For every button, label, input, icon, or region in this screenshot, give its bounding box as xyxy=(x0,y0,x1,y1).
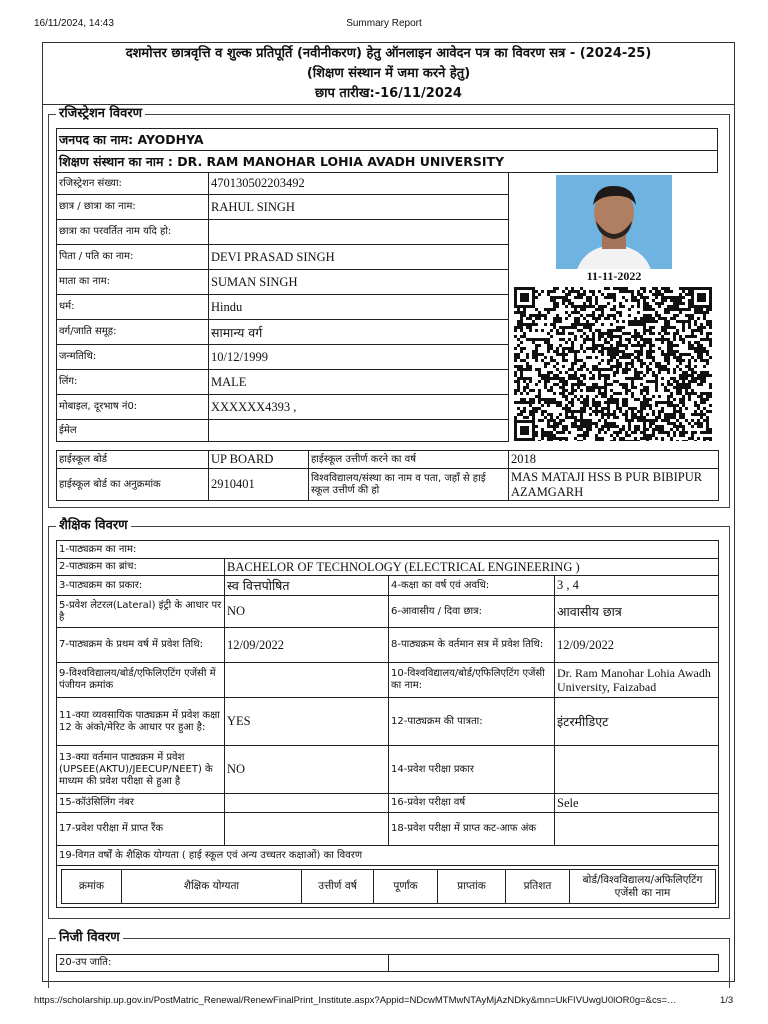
sub-caste-value xyxy=(389,955,719,972)
registration-row xyxy=(57,173,509,195)
current-admission-value: 12/09/2022 xyxy=(555,628,719,663)
academic-table xyxy=(56,540,719,908)
class-year-value: 3 , 4 xyxy=(555,576,719,596)
lateral-entry-value: NO xyxy=(225,596,389,628)
page-number: 1/3 xyxy=(720,995,734,1006)
entrance-year-label: 16-प्रवेश परीक्षा वर्ष xyxy=(389,794,555,813)
registration-field-value: Hindu xyxy=(209,295,509,320)
counselling-value xyxy=(225,794,389,813)
registration-row xyxy=(57,320,509,345)
qualification-header: प्रतिशत xyxy=(506,870,570,904)
first-admission-value: 12/09/2022 xyxy=(225,628,389,663)
print-datetime: 16/11/2024, 14:43 xyxy=(34,18,114,29)
registration-field-value: सामान्य वर्ग xyxy=(209,320,509,345)
lateral-entry-label: 5-प्रवेश लेटरल(Lateral) इंट्री के आधार पर है xyxy=(57,596,225,628)
registration-row xyxy=(57,245,509,270)
registration-field-label: मोबाइल, दूरभाष नं0: xyxy=(57,395,209,420)
qualification-cell xyxy=(57,866,719,908)
qr-code-image xyxy=(514,287,712,441)
registration-field-value: 470130502203492 xyxy=(209,173,509,195)
course-branch-value: BACHELOR OF TECHNOLOGY (ELECTRICAL ENGINEERING ) xyxy=(225,559,719,576)
print-date: छाप तारीख:-16/11/2024 xyxy=(315,86,462,101)
registration-row xyxy=(57,295,509,320)
district-institution-table xyxy=(56,128,718,173)
entrance-admission-label: 13-क्या वर्तमान पाठ्यक्रम में प्रवेश (UPSEE(AKTU)/JEECUP/NEET) के माध्यम की प्रवेश परीक्षा से हुआ है xyxy=(57,746,225,794)
residential-value: आवासीय छात्र xyxy=(555,596,719,628)
heading-line-2: (शिक्षण संस्थान में जमा करने हेतु) xyxy=(306,66,471,81)
district-name: जनपद का नाम: AYODHYA xyxy=(57,129,718,151)
course-name-label: 1-पाठ्यक्रम का नाम: xyxy=(57,541,719,559)
university-registration-value xyxy=(225,663,389,698)
qr-code xyxy=(514,287,712,441)
registration-field-value xyxy=(209,220,509,245)
registration-field-value: SUMAN SINGH xyxy=(209,270,509,295)
hs-year-value: 2018 xyxy=(509,451,719,469)
registration-row xyxy=(57,220,509,245)
course-branch-label: 2-पाठ्यक्रम का ब्रांच: xyxy=(57,559,225,576)
qualification-header: बोर्ड/विश्वविद्यालय/अफिलिएटिंग एजेंसी का नाम xyxy=(570,870,716,904)
registration-field-label: छात्रा का परवर्तित नाम यदि हो: xyxy=(57,220,209,245)
hs-year-label: हाईस्कूल उत्तीर्ण करने का वर्ष xyxy=(309,451,509,469)
registration-field-label: माता का नाम: xyxy=(57,270,209,295)
hs-roll-value: 2910401 xyxy=(209,469,309,501)
heading-divider xyxy=(42,104,735,105)
class-year-label: 4-कक्षा का वर्ष एवं अवधि: xyxy=(389,576,555,596)
registration-field-value: MALE xyxy=(209,370,509,395)
qualification-header: प्राप्तांक xyxy=(438,870,506,904)
registration-field-label: छात्र / छात्रा का नाम: xyxy=(57,195,209,220)
entrance-admission-value: NO xyxy=(225,746,389,794)
document-heading xyxy=(42,44,735,104)
qualification-header: उत्तीर्ण वर्ष xyxy=(302,870,374,904)
hs-board-label: हाईस्कूल बोर्ड xyxy=(57,451,209,469)
student-photo-image xyxy=(556,175,672,283)
sub-caste-label: 20-उप जाति: xyxy=(57,955,389,972)
photo-date: 11-11-2022 xyxy=(556,269,672,283)
registration-row xyxy=(57,345,509,370)
hs-board-value: UP BOARD xyxy=(209,451,309,469)
registration-row xyxy=(57,195,509,220)
registration-field-value: 10/12/1999 xyxy=(209,345,509,370)
registration-field-label: धर्म: xyxy=(57,295,209,320)
academic-legend: शैक्षिक विवरण xyxy=(56,518,131,534)
registration-field-value xyxy=(209,420,509,442)
registration-table xyxy=(56,172,509,442)
registration-field-label: जन्मतिथि: xyxy=(57,345,209,370)
hs-roll-label: हाईस्कूल बोर्ड का अनुक्रमांक xyxy=(57,469,209,501)
hs-school-label: विश्वविद्यालय/संस्था का नाम व पता, जहाँ से हाई स्कूल उत्तीर्ण की हो xyxy=(309,469,509,501)
qualification-header: शैक्षिक योग्यता xyxy=(122,870,302,904)
cutoff-marks-value xyxy=(555,813,719,846)
entrance-type-label: 14-प्रवेश परीक्षा प्रकार xyxy=(389,746,555,794)
registration-field-value: RAHUL SINGH xyxy=(209,195,509,220)
entrance-rank-label: 17-प्रवेश परीक्षा में प्राप्त रैंक xyxy=(57,813,225,846)
registration-field-label: रजिस्ट्रेशन संख्या: xyxy=(57,173,209,195)
registration-row xyxy=(57,370,509,395)
entrance-year-value: Sele xyxy=(555,794,719,813)
course-type-value: स्व वित्तपोषित xyxy=(225,576,389,596)
registration-field-label: पिता / पति का नाम: xyxy=(57,245,209,270)
registration-legend: रजिस्ट्रेशन विवरण xyxy=(56,106,145,122)
registration-row xyxy=(57,395,509,420)
residential-label: 6-आवासीय / दिवा छात्र: xyxy=(389,596,555,628)
personal-table xyxy=(56,954,719,972)
personal-legend: निजी विवरण xyxy=(56,930,123,946)
course-eligibility-label: 12-पाठ्यक्रम की पात्रता: xyxy=(389,698,555,746)
print-title: Summary Report xyxy=(346,18,422,29)
heading-line-1: दशमोत्तर छात्रवृत्ति व शुल्क प्रतिपूर्ति (नवीनीकरण) हेतु ऑनलाइन आवेदन पत्र का विवरण सत्र - (2024-25) xyxy=(125,46,652,61)
highschool-table xyxy=(56,450,719,501)
registration-field-label: वर्ग/जाति समूह: xyxy=(57,320,209,345)
previous-qualification-label: 19-विगत वर्षों के शैक्षिक योग्यता ( हाई स्कूल एवं अन्य उच्चतर कक्षाओं) का विवरण xyxy=(57,846,719,866)
merit-admission-label: 11-क्या व्यवसायिक पाठ्यक्रम में प्रवेश कक्षा 12 के अंको/मेरिट के आधार पर हुआ है: xyxy=(57,698,225,746)
institution-name: शिक्षण संस्थान का नाम : DR. RAM MANOHAR LOHIA AVADH UNIVERSITY xyxy=(57,151,718,173)
merit-admission-value: YES xyxy=(225,698,389,746)
course-type-label: 3-पाठ्यक्रम का प्रकार: xyxy=(57,576,225,596)
university-name-label: 10-विश्वविद्यालय/बोर्ड/एफिलिएटिंग एजेंसी का नाम: xyxy=(389,663,555,698)
qualification-header: पूर्णांक xyxy=(374,870,438,904)
registration-field-label: ईमेल xyxy=(57,420,209,442)
course-eligibility-value: इंटरमीडिएट xyxy=(555,698,719,746)
registration-field-value: XXXXXX4393 , xyxy=(209,395,509,420)
counselling-label: 15-कॉउंसिलिंग नंबर xyxy=(57,794,225,813)
hs-school-value: MAS MATAJI HSS B PUR BIBIPUR AZAMGARH xyxy=(509,469,719,501)
entrance-type-value xyxy=(555,746,719,794)
registration-row xyxy=(57,270,509,295)
first-admission-label: 7-पाठ्यक्रम के प्रथम वर्ष में प्रवेश तिथि: xyxy=(57,628,225,663)
university-registration-label: 9-विश्वविद्यालय/बोर्ड/एफिलिएटिंग एजेंसी में पंजीयन क्रमांक xyxy=(57,663,225,698)
registration-row xyxy=(57,420,509,442)
registration-field-value: DEVI PRASAD SINGH xyxy=(209,245,509,270)
student-photo xyxy=(556,175,672,283)
print-url: https://scholarship.up.gov.in/PostMatric_Renewal/RenewFinalPrint_Institute.aspx?Appid=NDcwMTMwNTAyMjAzNDky&mn=UkFIVUwgU0lOR0g=&cs=… xyxy=(34,995,677,1006)
university-name-value: Dr. Ram Manohar Lohia Awadh University, Faizabad xyxy=(555,663,719,698)
cutoff-marks-label: 18-प्रवेश परीक्षा में प्राप्त कट-आफ अंक xyxy=(389,813,555,846)
qualification-header: क्रमांक xyxy=(62,870,122,904)
qualification-table xyxy=(61,869,716,904)
entrance-rank-value xyxy=(225,813,389,846)
registration-field-label: लिंग: xyxy=(57,370,209,395)
current-admission-label: 8-पाठ्यक्रम के वर्तमान सत्र में प्रवेश तिथि: xyxy=(389,628,555,663)
